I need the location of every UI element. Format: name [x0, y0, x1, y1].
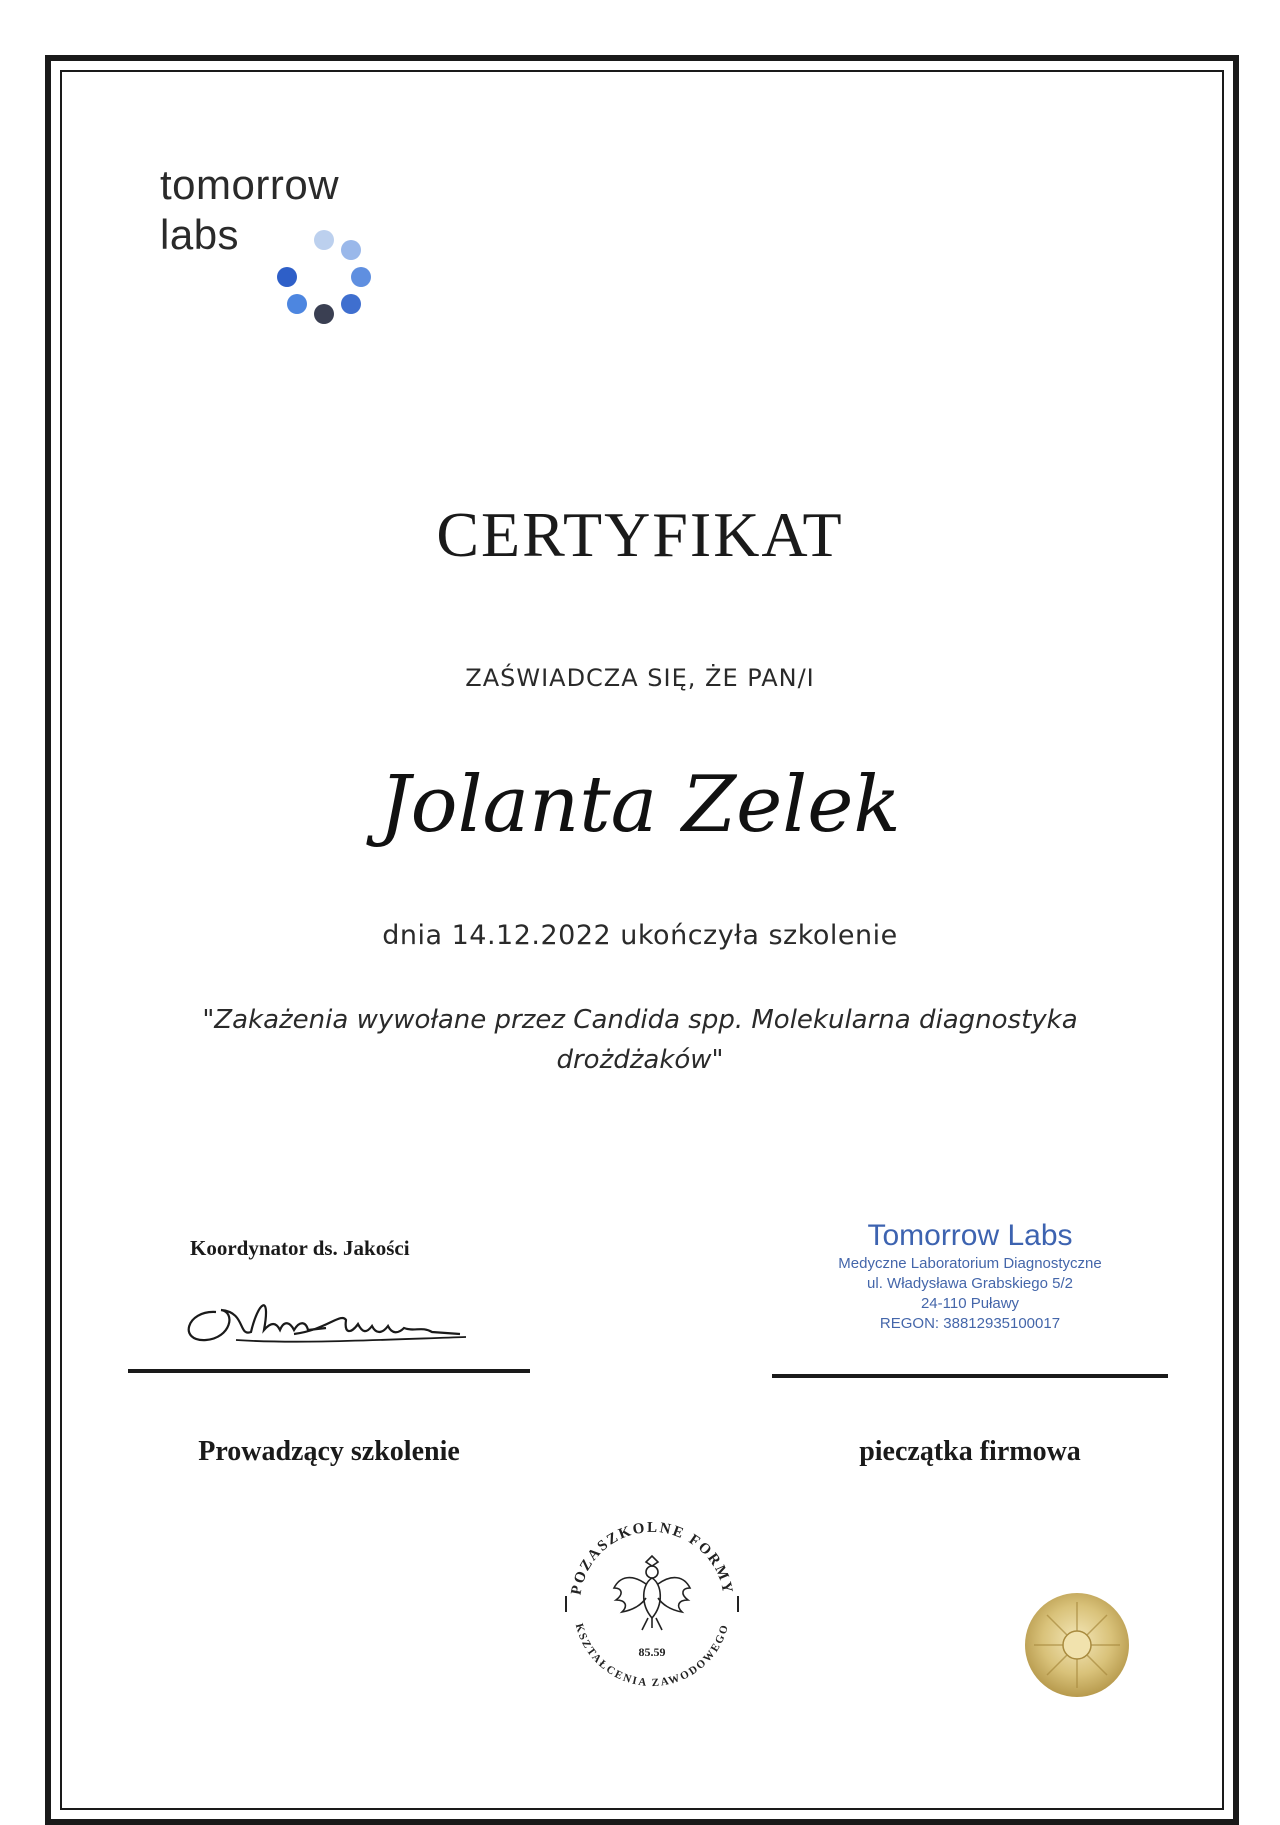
signature-line-right — [772, 1374, 1168, 1378]
svg-text:POZASZKOLNE FORMY — [569, 1520, 736, 1596]
seal-arc-bottom: KSZTAŁCENIA ZAWODOWEGO — [572, 1622, 732, 1690]
logo-line-1: tomorrow — [160, 161, 340, 208]
certificate-title: CERTYFIKAT — [436, 499, 844, 570]
seal-code: 85.59 — [638, 1645, 666, 1659]
trainer-label: Prowadzący szkolenie — [198, 1436, 460, 1467]
stamp-line-3: 24-110 Puławy — [920, 1295, 1020, 1312]
course-title-line-1: "Zakażenia wywołane przez Candida spp. Molekularna diagnostyka — [202, 1005, 1078, 1035]
company-stamp — [820, 1218, 1120, 1334]
stamp-line-1: Medyczne Laboratorium Diagnostyczne — [838, 1255, 1102, 1272]
course-title-line-2: drożdżaków" — [556, 1045, 724, 1075]
logo-line-2: labs — [160, 211, 240, 258]
course-title — [150, 1000, 1130, 1080]
recipient-name: Jolanta Zelek — [379, 760, 901, 850]
stamp-line-4: REGON: 38812935100017 — [879, 1315, 1061, 1332]
signature-line-left — [128, 1369, 530, 1373]
stamp-line-2: ul. Władysława Grabskiego 5/2 — [867, 1275, 1073, 1292]
seal-arc-top: POZASZKOLNE FORMY — [568, 1519, 736, 1597]
logo-dots-icon — [272, 228, 382, 338]
tomorrow-labs-logo — [160, 160, 420, 340]
attestation-text: ZAŚWIADCZA SIĘ, ŻE PAN/I — [465, 664, 815, 692]
stamp-company-name: Tomorrow Labs — [867, 1219, 1073, 1252]
handwritten-signature — [176, 1282, 476, 1362]
training-seal — [552, 1504, 752, 1704]
completion-statement: dnia 14.12.2022 ukończyła szkolenie — [382, 920, 898, 951]
coordinator-title: Koordynator ds. Jakości — [190, 1236, 410, 1260]
gold-foil-seal — [1022, 1590, 1132, 1700]
company-stamp-label: pieczątka firmowa — [859, 1436, 1081, 1467]
eagle-emblem-icon — [614, 1556, 690, 1630]
